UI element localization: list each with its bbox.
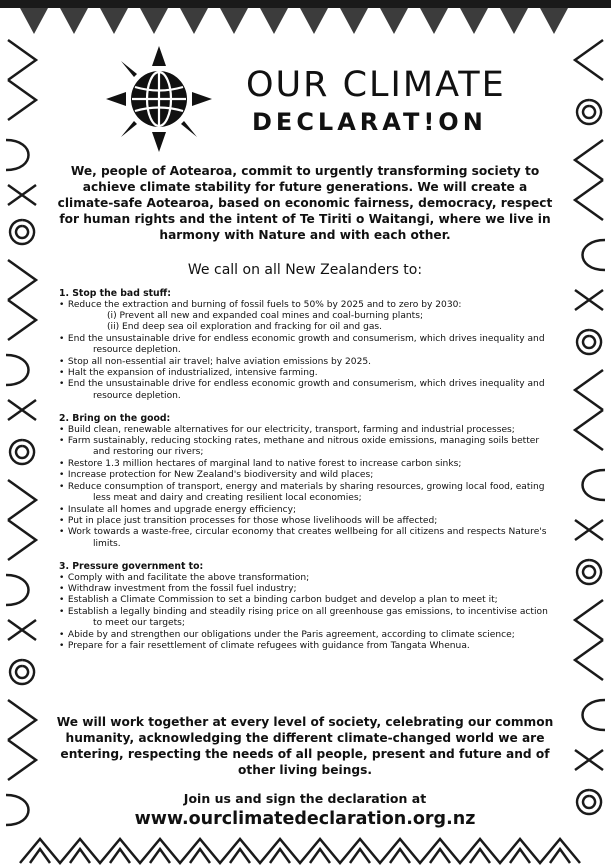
- list-item: • End the unsustainable drive for endless economic growth and consumerism, which drives inequality and resource depletion.: [59, 333, 545, 356]
- list-item: • Increase protection for New Zealand's biodiversity and wild places;: [59, 470, 374, 481]
- sub-item: (i) Prevent all new and expanded coal mines and coal-burning plants;: [107, 310, 424, 321]
- decorative-border-top: [0, 0, 611, 36]
- call-to-action-heading: We call on all New Zealanders to:: [187, 262, 423, 278]
- list-item: • Establish a Climate Commission to set a binding carbon budget and develop a plan to meet it;: [59, 595, 498, 606]
- section-stop-bad-stuff: [59, 288, 559, 402]
- list-item: • Build clean, renewable alternatives for our electricity, transport, farming and industrial processes;: [59, 424, 515, 435]
- section-heading: 2. Bring on the good:: [59, 413, 171, 425]
- list-item: • Establish a legally binding and steadily rising price on all greenhouse gas emissions, to incentivise action to meet our targets;: [59, 606, 548, 629]
- decorative-border-right: [567, 0, 611, 865]
- list-item: • Reduce the extraction and burning of fossil fuels to 50% by 2025 and to zero by 2030:: [59, 299, 462, 310]
- list-item: • Farm sustainably, reducing stocking rates, methane and nitrous oxide emissions, managing soils better and restoring our rivers;: [59, 436, 540, 458]
- logo-title-our-climate: OUR CLIMATE: [246, 65, 506, 105]
- demands-sections: [59, 288, 559, 663]
- list-item: • Abide by and strengthen our obligations under the Paris agreement, according to climate science;: [59, 629, 515, 640]
- section-heading: 1. Stop the bad stuff:: [59, 288, 171, 299]
- list-item: • Halt the expansion of industrialized, intensive farming.: [59, 367, 318, 378]
- list-item: • Reduce consumption of transport, energy and materials by sharing resources, growing local food, eating less meat and dairy and creating resilient local economies;: [59, 481, 545, 504]
- list-item: • Restore 1.3 million hectares of marginal land to native forest to increase carbon sinks;: [59, 458, 462, 469]
- declaration-page: [46, 40, 564, 830]
- list-item: • Work towards a waste-free, circular economy that creates wellbeing for all citizens and respects Nature's limits.: [59, 527, 547, 549]
- list-item: • Withdraw investment from the fossil fuel industry;: [59, 584, 297, 595]
- section-heading: 3. Pressure government to:: [59, 561, 204, 573]
- decorative-border-bottom: [0, 833, 611, 865]
- intro-statement: We, people of Aotearoa, commit to urgently transforming society to achieve climate stability for future generations. We will create a climate-safe Aotearoa, based on economic fairness, democracy, respect for human rights and the intent of Te Tiriti o Waitangi, where we live in harmony with Nature and with each other.: [57, 164, 553, 242]
- list-item: • Insulate all homes and upgrade energy efficiency;: [59, 504, 297, 515]
- list-item: • Stop all non-essential air travel; halve aviation emissions by 2025.: [59, 356, 372, 367]
- section-bring-on-good: [59, 413, 559, 550]
- header: [46, 40, 564, 160]
- list-item: • Prepare for a fair resettlement of climate refugees with guidance from Tangata Whenua.: [59, 641, 470, 652]
- join-us-text: Join us and sign the declaration at: [183, 791, 427, 806]
- list-item: • Comply with and facilitate the above transformation;: [59, 572, 310, 583]
- logo-title-declaration: DECLARAT!ON: [252, 108, 487, 136]
- sun-globe-logo-icon: [104, 44, 214, 154]
- decorative-border-left: [0, 0, 44, 865]
- list-item: • Put in place just transition processes for those whose livelihoods will be affected;: [59, 515, 438, 526]
- closing-statement: We will work together at every level of society, celebrating our common humanity, acknowledging the different climate-changed world we are entering, respecting the needs of all people, present and future and of other living beings.: [56, 715, 554, 777]
- website-link[interactable]: www.ourclimatedeclaration.org.nz: [134, 809, 476, 829]
- section-pressure-government: [59, 561, 559, 652]
- list-item: • End the unsustainable drive for endless economic growth and consumerism, which drives inequality and resource depletion.: [59, 379, 545, 401]
- sub-item: (ii) End deep sea oil exploration and fracking for oil and gas.: [107, 322, 383, 333]
